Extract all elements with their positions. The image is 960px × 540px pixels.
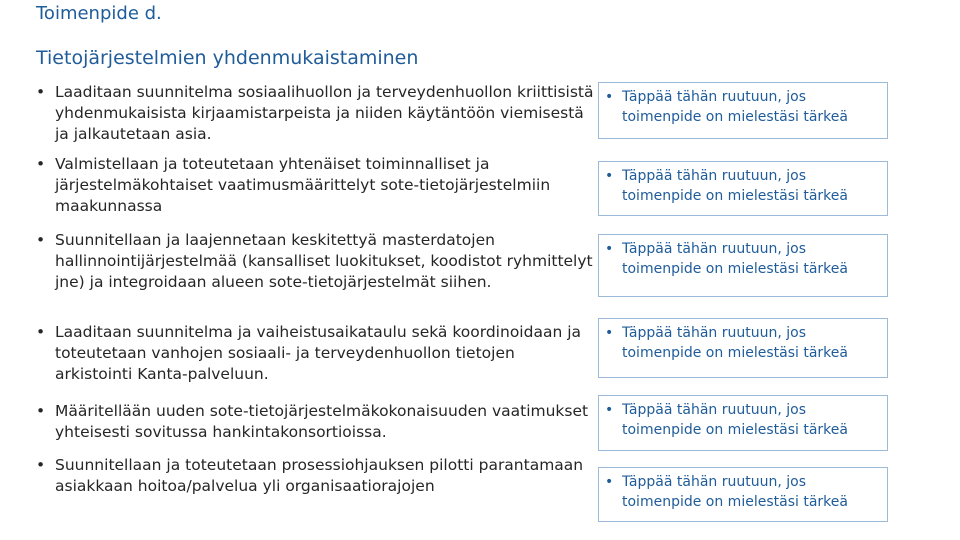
slide-title: Tietojärjestelmien yhdenmukaistaminen	[36, 47, 419, 69]
importance-checkbox-label: Täppää tähän ruutuun, jos toimenpide on mielestäsi tärkeä	[622, 89, 848, 125]
bullet-icon: •	[36, 83, 46, 101]
importance-checkbox-label: Täppää tähän ruutuun, jos toimenpide on mielestäsi tärkeä	[622, 168, 848, 204]
importance-checkbox[interactable]	[598, 161, 888, 216]
action-item	[36, 230, 596, 293]
importance-checkbox[interactable]	[598, 318, 888, 378]
action-item	[36, 455, 596, 497]
action-item	[36, 154, 596, 217]
bullet-icon: •	[36, 456, 46, 474]
bullet-icon: •	[36, 402, 46, 420]
action-item	[36, 322, 596, 385]
slide-subtitle: Toimenpide d.	[36, 3, 162, 24]
bullet-icon: •	[605, 168, 614, 184]
importance-checkbox[interactable]	[598, 395, 888, 451]
bullet-icon: •	[605, 89, 614, 105]
bullet-icon: •	[36, 231, 46, 249]
action-item-text: Valmistellaan ja toteutetaan yhtenäiset toiminnalliset ja järjestelmäkohtaiset vaatimusmäärittelyt sote-tietojärjestelmiin maakunnassa	[55, 155, 551, 215]
action-item-text: Määritellään uuden sote-tietojärjestelmäkokonaisuuden vaatimukset yhteisesti sovitussa hankintakonsortioissa.	[55, 402, 589, 441]
bullet-icon: •	[605, 474, 614, 490]
importance-checkbox-label: Täppää tähän ruutuun, jos toimenpide on mielestäsi tärkeä	[622, 474, 848, 510]
action-item	[36, 401, 596, 443]
importance-checkbox[interactable]	[598, 82, 888, 139]
bullet-icon: •	[36, 155, 46, 173]
bullet-icon: •	[605, 325, 614, 341]
importance-checkbox-label: Täppää tähän ruutuun, jos toimenpide on mielestäsi tärkeä	[622, 402, 848, 438]
action-item-text: Laaditaan suunnitelma ja vaiheistusaikataulu sekä koordinoidaan ja toteutetaan vanhojen sosiaali- ja terveydenhuollon tietojen arkistointi Kanta-palveluun.	[55, 323, 581, 383]
action-item-text: Suunnitellaan ja toteutetaan prosessiohjauksen pilotti parantamaan asiakkaan hoitoa/palvelua yli organisaatiorajojen	[55, 456, 584, 495]
importance-checkbox-label: Täppää tähän ruutuun, jos toimenpide on mielestäsi tärkeä	[622, 325, 848, 361]
bullet-icon: •	[36, 323, 46, 341]
bullet-icon: •	[605, 241, 614, 257]
action-item	[36, 82, 596, 145]
bullet-icon: •	[605, 402, 614, 418]
importance-checkbox[interactable]	[598, 467, 888, 522]
importance-checkbox-label: Täppää tähän ruutuun, jos toimenpide on mielestäsi tärkeä	[622, 241, 848, 277]
importance-checkbox[interactable]	[598, 234, 888, 297]
action-item-text: Laaditaan suunnitelma sosiaalihuollon ja terveydenhuollon kriittisistä yhdenmukaisista kirjaamistarpeista ja niiden käytäntöön viemisestä ja jalkautetaan asia.	[55, 83, 594, 143]
action-item-text: Suunnitellaan ja laajennetaan keskitettyä masterdatojen hallinnointijärjestelmää (kansalliset luokitukset, koodistot ryhmittelyt jne) ja integroidaan alueen sote-tietojärjestelmät siihen.	[55, 231, 593, 291]
